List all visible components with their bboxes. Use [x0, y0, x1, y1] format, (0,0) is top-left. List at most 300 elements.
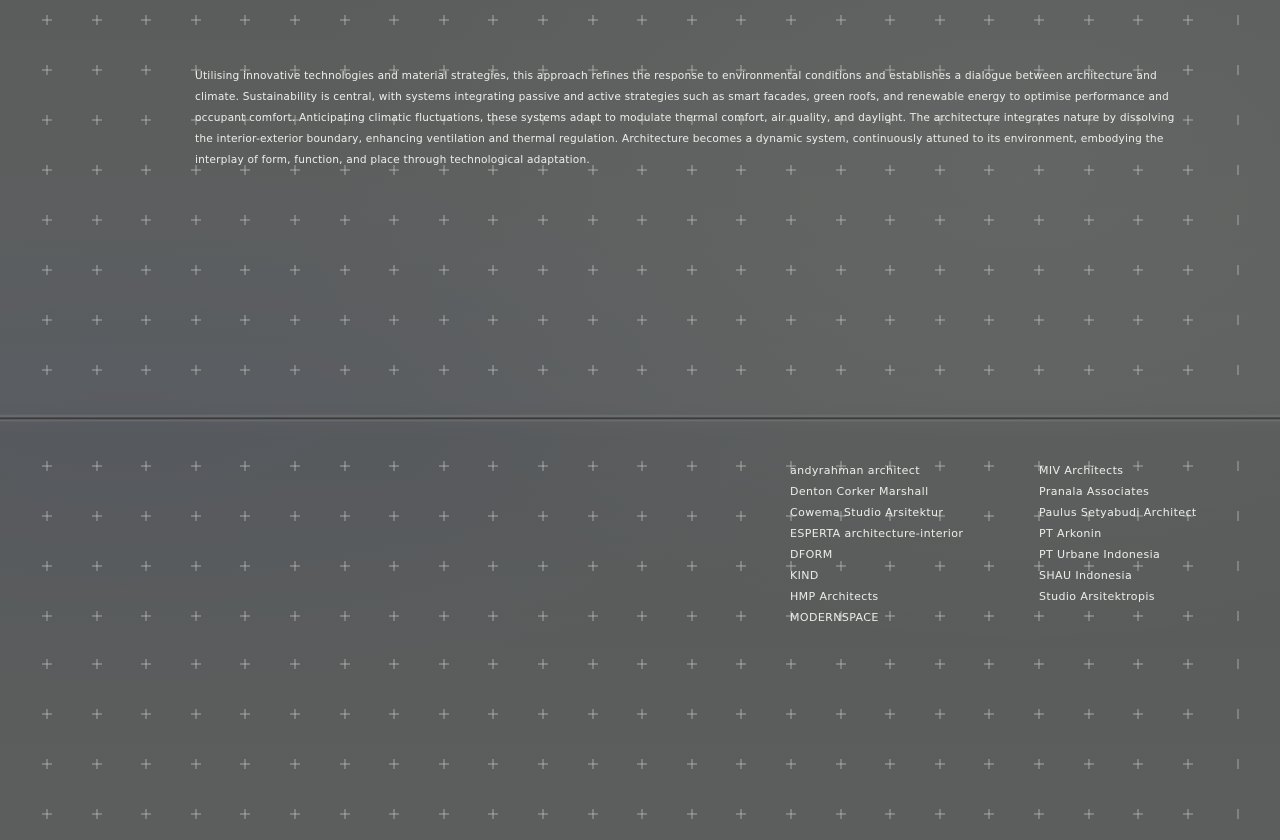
credit-item: PT Urbane Indonesia: [1039, 548, 1161, 561]
plus-icon: [42, 659, 52, 669]
plus-icon: [588, 511, 598, 521]
plus-icon: [42, 709, 52, 719]
plus-icon: [240, 659, 250, 669]
plus-icon: [340, 611, 350, 621]
plus-icon: [488, 611, 498, 621]
plus-icon: [240, 265, 250, 275]
plus-icon: [141, 461, 151, 471]
plus-icon: [984, 215, 994, 225]
plus-icon: [439, 315, 449, 325]
plus-icon: [439, 659, 449, 669]
plus-icon: [836, 709, 846, 719]
plus-icon: [340, 511, 350, 521]
plus-icon: [538, 809, 548, 819]
plus-icon: [637, 709, 647, 719]
plus-icon: [290, 511, 300, 521]
plus-icon: [92, 315, 102, 325]
plus-icon: [637, 659, 647, 669]
plus-icon: [885, 365, 895, 375]
plus-icon: [42, 461, 52, 471]
plus-icon: [488, 315, 498, 325]
plus-icon: [141, 265, 151, 275]
plus-icon: [588, 215, 598, 225]
plus-icon: [42, 65, 52, 75]
plus-icon: [240, 511, 250, 521]
plus-icon: [786, 215, 796, 225]
plus-icon: [92, 65, 102, 75]
plus-icon: [538, 659, 548, 669]
plus-icon: [191, 659, 201, 669]
plus-icon: [1084, 215, 1094, 225]
plus-icon: [92, 115, 102, 125]
plus-icon: [240, 215, 250, 225]
plus-icon: [687, 365, 697, 375]
plus-icon: [836, 265, 846, 275]
plus-icon: [588, 709, 598, 719]
plus-icon: [588, 759, 598, 769]
plus-icon: [588, 561, 598, 571]
plus-icon: [687, 15, 697, 25]
plus-icon: [637, 759, 647, 769]
credit-item: Denton Corker Marshall: [790, 485, 929, 498]
plus-icon: [92, 165, 102, 175]
plus-icon: [141, 215, 151, 225]
plus-icon: [92, 511, 102, 521]
plus-icon: [1183, 365, 1193, 375]
plus-icon: [1183, 759, 1193, 769]
credit-item: Studio Arsitektropis: [1039, 590, 1155, 603]
plus-icon: [1183, 611, 1193, 621]
plus-icon: [92, 611, 102, 621]
plus-icon: [637, 315, 647, 325]
plus-icon: [1133, 365, 1143, 375]
plus-icon: [439, 809, 449, 819]
plus-icon: [687, 809, 697, 819]
plus-icon: [389, 759, 399, 769]
plus-icon: [439, 15, 449, 25]
plus-icon: [984, 265, 994, 275]
plus-icon: [488, 659, 498, 669]
plus-icon: [1133, 315, 1143, 325]
plus-icon: [92, 659, 102, 669]
plus-icon: [736, 315, 746, 325]
plus-icon: [935, 759, 945, 769]
plus-icon: [92, 809, 102, 819]
plus-icon: [538, 315, 548, 325]
plus-icon: [984, 15, 994, 25]
plus-icon: [1183, 215, 1193, 225]
credit-item: SHAU Indonesia: [1039, 569, 1133, 582]
plus-icon: [141, 809, 151, 819]
plus-icon: [885, 215, 895, 225]
plus-icon: [240, 365, 250, 375]
plus-icon: [935, 315, 945, 325]
plus-icon: [191, 561, 201, 571]
plus-icon: [141, 65, 151, 75]
plus-icon: [488, 215, 498, 225]
plus-icon: [836, 809, 846, 819]
plus-icon: [141, 759, 151, 769]
plus-icon: [538, 709, 548, 719]
plus-icon: [141, 709, 151, 719]
plus-icon: [439, 461, 449, 471]
plus-icon: [42, 759, 52, 769]
plus-icon: [538, 759, 548, 769]
plus-icon: [191, 709, 201, 719]
plus-icon: [588, 611, 598, 621]
plus-icon: [786, 15, 796, 25]
plus-icon: [1084, 709, 1094, 719]
plus-icon: [191, 759, 201, 769]
plus-icon: [1133, 709, 1143, 719]
plus-icon: [439, 215, 449, 225]
plus-icon: [290, 265, 300, 275]
plus-icon: [637, 809, 647, 819]
plus-icon: [836, 365, 846, 375]
plus-icon: [389, 561, 399, 571]
plus-icon: [1084, 611, 1094, 621]
plus-icon: [141, 15, 151, 25]
plus-icon: [141, 365, 151, 375]
plus-icon: [191, 611, 201, 621]
plus-icon: [984, 365, 994, 375]
plus-icon: [1183, 709, 1193, 719]
plus-icon: [588, 265, 598, 275]
plus-icon: [290, 561, 300, 571]
plus-icon: [538, 461, 548, 471]
plus-icon: [786, 709, 796, 719]
plus-icon: [240, 461, 250, 471]
plus-icon: [290, 15, 300, 25]
plus-icon: [240, 561, 250, 571]
plus-icon: [92, 709, 102, 719]
plus-icon: [786, 315, 796, 325]
plus-icon: [1034, 215, 1044, 225]
credit-item: ESPERTA architecture-interior: [790, 527, 964, 540]
plus-icon: [588, 15, 598, 25]
plus-icon: [1133, 759, 1143, 769]
intro-paragraph: Utilising innovative technologies and material strategies, this approach refines the response to environmental conditions and establishes a dialogue between architecture and climate. Sustainability is central, with systems integrating passive and active strategies such as smart facades, green roofs, and renewable energy to optimise performance and occupant comfort. Anticipating climatic fluctuations, these systems adapt to modulate thermal comfort, air quality, and daylight. The architecture integrates nature by dissolving the interior-exterior boundary, enhancing ventilation and thermal regulation. Architecture becomes a dynamic system, continuously attuned to its environment, embodying the interplay of form, function, and place through technological adaptation.: [195, 70, 1175, 166]
plus-icon: [687, 215, 697, 225]
plus-icon: [290, 315, 300, 325]
plus-icon: [141, 561, 151, 571]
plus-icon: [736, 15, 746, 25]
credit-item: MODERNSPACE: [790, 611, 879, 624]
plus-icon: [588, 461, 598, 471]
plus-icon: [290, 759, 300, 769]
plus-icon: [736, 561, 746, 571]
plus-icon: [786, 365, 796, 375]
plus-icon: [488, 461, 498, 471]
credits-column-1: [790, 460, 1020, 628]
plus-icon: [141, 115, 151, 125]
plus-icon: [984, 659, 994, 669]
credits-column-2: [1039, 460, 1269, 607]
plus-icon: [439, 611, 449, 621]
plus-icon: [389, 15, 399, 25]
paper-fold-crease: [0, 414, 1280, 422]
credit-item: HMP Architects: [790, 590, 879, 603]
plus-icon: [42, 115, 52, 125]
plus-icon: [290, 709, 300, 719]
plus-icon: [786, 659, 796, 669]
plus-icon: [637, 365, 647, 375]
plus-icon: [1084, 659, 1094, 669]
plus-icon: [240, 15, 250, 25]
plus-icon: [1034, 15, 1044, 25]
plus-icon: [885, 659, 895, 669]
plus-icon: [488, 809, 498, 819]
plus-icon: [340, 461, 350, 471]
plus-icon: [42, 265, 52, 275]
plus-icon: [836, 15, 846, 25]
plus-icon: [687, 315, 697, 325]
plus-icon: [1183, 659, 1193, 669]
plus-icon: [1183, 809, 1193, 819]
plus-icon: [389, 461, 399, 471]
plus-icon: [637, 265, 647, 275]
plus-icon: [488, 511, 498, 521]
plus-icon: [786, 759, 796, 769]
plus-icon: [92, 461, 102, 471]
plus-icon: [786, 265, 796, 275]
credit-item: MIV Architects: [1039, 464, 1124, 477]
plus-icon: [141, 165, 151, 175]
plus-icon: [1084, 759, 1094, 769]
plus-icon: [488, 759, 498, 769]
plus-icon: [637, 461, 647, 471]
plus-icon: [588, 365, 598, 375]
plus-icon: [340, 659, 350, 669]
plus-icon: [191, 365, 201, 375]
plus-icon: [42, 15, 52, 25]
plus-icon: [687, 659, 697, 669]
plus-icon: [1183, 265, 1193, 275]
plus-icon: [191, 265, 201, 275]
plus-icon: [92, 365, 102, 375]
plus-icon: [240, 809, 250, 819]
plus-icon: [935, 365, 945, 375]
plus-icon: [736, 809, 746, 819]
plus-icon: [637, 561, 647, 571]
credit-item: KIND: [790, 569, 819, 582]
plus-icon: [488, 709, 498, 719]
plus-icon: [290, 611, 300, 621]
plus-icon: [1034, 709, 1044, 719]
plus-icon: [538, 561, 548, 571]
plus-icon: [439, 265, 449, 275]
plus-icon: [687, 265, 697, 275]
plus-icon: [1034, 315, 1044, 325]
plus-icon: [488, 365, 498, 375]
plus-icon: [935, 15, 945, 25]
plus-icon: [836, 215, 846, 225]
plus-icon: [687, 561, 697, 571]
plus-icon: [687, 611, 697, 621]
plus-icon: [340, 365, 350, 375]
plus-icon: [240, 315, 250, 325]
plus-icon: [1084, 265, 1094, 275]
plus-icon: [42, 215, 52, 225]
plus-icon: [191, 215, 201, 225]
plus-icon: [1183, 15, 1193, 25]
plus-icon: [1133, 265, 1143, 275]
plus-icon: [340, 561, 350, 571]
plus-icon: [1034, 611, 1044, 621]
plus-icon: [1183, 315, 1193, 325]
plus-icon: [1133, 215, 1143, 225]
plus-icon: [42, 365, 52, 375]
plus-icon: [389, 315, 399, 325]
plus-icon: [191, 511, 201, 521]
plus-icon: [290, 659, 300, 669]
plus-icon: [92, 561, 102, 571]
plus-icon: [836, 759, 846, 769]
plus-icon: [1034, 809, 1044, 819]
plus-icon: [786, 809, 796, 819]
plus-icon: [191, 461, 201, 471]
plus-icon: [885, 709, 895, 719]
plus-icon: [42, 511, 52, 521]
plus-icon: [340, 709, 350, 719]
plus-icon: [687, 709, 697, 719]
plus-icon: [736, 659, 746, 669]
plus-icon: [637, 611, 647, 621]
plus-icon: [637, 215, 647, 225]
plus-icon: [290, 365, 300, 375]
plus-icon: [389, 809, 399, 819]
plus-icon: [240, 759, 250, 769]
plus-icon: [42, 315, 52, 325]
plus-icon: [836, 659, 846, 669]
plus-icon: [340, 15, 350, 25]
plus-icon: [538, 265, 548, 275]
plus-icon: [1034, 365, 1044, 375]
plus-icon: [240, 709, 250, 719]
credit-item: andyrahman architect: [790, 464, 920, 477]
plus-icon: [637, 15, 647, 25]
plus-icon: [439, 561, 449, 571]
plus-icon: [42, 165, 52, 175]
plus-icon: [42, 611, 52, 621]
plus-icon: [935, 215, 945, 225]
plus-icon: [439, 759, 449, 769]
plus-icon: [340, 215, 350, 225]
plus-icon: [141, 659, 151, 669]
plus-icon: [538, 611, 548, 621]
plus-icon: [935, 265, 945, 275]
plus-icon: [1034, 265, 1044, 275]
plus-icon: [736, 365, 746, 375]
plus-icon: [935, 809, 945, 819]
plus-icon: [1084, 15, 1094, 25]
plus-icon: [92, 215, 102, 225]
plus-icon: [389, 511, 399, 521]
plus-icon: [1034, 759, 1044, 769]
plus-icon: [191, 15, 201, 25]
plus-icon: [736, 709, 746, 719]
plus-icon: [984, 759, 994, 769]
plus-icon: [984, 709, 994, 719]
plus-icon: [92, 15, 102, 25]
plus-icon: [389, 265, 399, 275]
plus-icon: [1133, 611, 1143, 621]
credit-item: Paulus Setyabudi Architect: [1039, 506, 1197, 519]
plus-icon: [1084, 315, 1094, 325]
plus-icon: [1084, 365, 1094, 375]
plus-icon: [488, 265, 498, 275]
plus-icon: [885, 265, 895, 275]
plus-icon: [240, 611, 250, 621]
plus-icon: [935, 709, 945, 719]
plus-icon: [389, 215, 399, 225]
plus-icon: [538, 15, 548, 25]
plus-icon: [1084, 809, 1094, 819]
plus-icon: [736, 511, 746, 521]
plus-icon: [340, 759, 350, 769]
plus-icon: [1133, 659, 1143, 669]
plus-icon: [439, 365, 449, 375]
plus-icon: [1133, 15, 1143, 25]
plus-icon: [42, 809, 52, 819]
plus-icon: [42, 561, 52, 571]
plus-icon: [885, 759, 895, 769]
plus-icon: [538, 215, 548, 225]
plus-icon: [736, 759, 746, 769]
plus-icon: [736, 265, 746, 275]
plus-icon: [389, 365, 399, 375]
plus-icon: [984, 315, 994, 325]
plus-icon: [984, 809, 994, 819]
plus-icon: [290, 461, 300, 471]
credit-item: PT Arkonin: [1039, 527, 1102, 540]
plus-icon: [92, 759, 102, 769]
plus-icon: [488, 561, 498, 571]
plus-icon: [687, 511, 697, 521]
plus-icon: [439, 511, 449, 521]
plus-icon: [836, 315, 846, 325]
plus-icon: [389, 709, 399, 719]
plus-icon: [885, 315, 895, 325]
plus-icon: [389, 611, 399, 621]
plus-icon: [290, 215, 300, 225]
plus-icon: [340, 809, 350, 819]
plus-icon: [191, 315, 201, 325]
plus-icon: [1034, 659, 1044, 669]
plus-icon: [389, 659, 399, 669]
plus-icon: [588, 315, 598, 325]
plus-icon: [885, 809, 895, 819]
plus-icon: [736, 611, 746, 621]
plus-icon: [637, 511, 647, 521]
plus-icon: [588, 659, 598, 669]
plus-icon: [687, 461, 697, 471]
plus-icon: [538, 511, 548, 521]
plus-icon: [141, 315, 151, 325]
plus-icon: [290, 809, 300, 819]
credit-item: DFORM: [790, 548, 833, 561]
plus-icon: [736, 215, 746, 225]
plus-icon: [538, 365, 548, 375]
plus-icon: [935, 659, 945, 669]
plus-icon: [141, 511, 151, 521]
plus-icon: [340, 315, 350, 325]
plus-icon: [439, 709, 449, 719]
plus-icon: [1133, 809, 1143, 819]
credit-item: Pranala Associates: [1039, 485, 1150, 498]
plus-icon: [340, 265, 350, 275]
plus-icon: [588, 809, 598, 819]
